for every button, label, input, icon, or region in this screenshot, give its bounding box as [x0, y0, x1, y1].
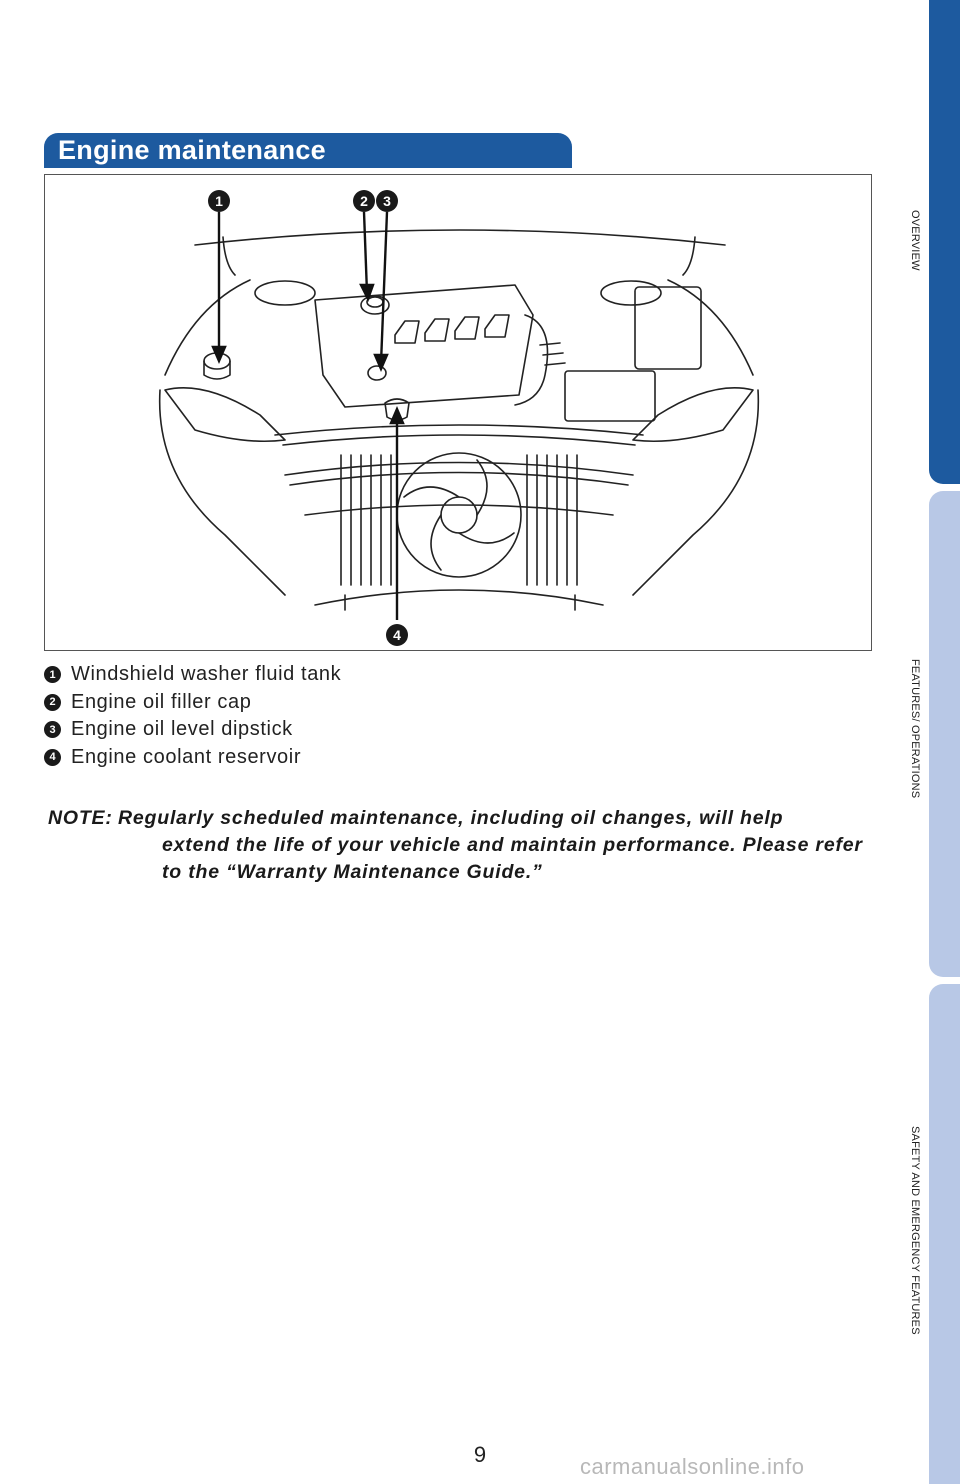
legend-item [44, 716, 341, 744]
watermark-text: carmanualsonline.info [580, 1454, 805, 1479]
callout-1: 1 [208, 190, 230, 212]
legend-number: 3 [44, 721, 61, 738]
section-header-tab [44, 133, 572, 168]
engine-bay-illustration [45, 175, 873, 652]
side-label-features: FEATURES/ OPERATIONS [909, 659, 921, 799]
section-title: Engine maintenance [58, 135, 326, 165]
legend-number: 2 [44, 694, 61, 711]
note-line-2: extend the life of your vehicle and maintain performance. Please refer [162, 834, 863, 856]
side-tab-safety[interactable] [929, 984, 960, 1484]
side-tab-features[interactable] [929, 491, 960, 977]
engine-bay-diagram [44, 174, 872, 651]
legend-number: 4 [44, 749, 61, 766]
legend-text: Windshield washer fluid tank [71, 663, 342, 686]
legend-text: Engine coolant reservoir [71, 745, 302, 768]
maintenance-note [48, 805, 878, 886]
legend-item [44, 689, 341, 717]
side-label-safety: SAFETY AND EMERGENCY FEATURES [909, 1126, 921, 1335]
side-tab-overview[interactable] [929, 0, 960, 484]
note-line-3: to the “Warranty Maintenance Guide.” [162, 861, 543, 883]
callout-legend [44, 661, 341, 771]
legend-text: Engine oil level dipstick [71, 718, 293, 741]
callout-3: 3 [376, 190, 398, 212]
callout-4: 4 [386, 624, 408, 646]
callout-2: 2 [353, 190, 375, 212]
legend-item [44, 744, 341, 772]
legend-text: Engine oil filler cap [71, 690, 252, 713]
note-label: NOTE: [48, 807, 113, 829]
note-line-1: Regularly scheduled maintenance, including oil changes, will help [118, 807, 784, 829]
legend-item [44, 661, 341, 689]
side-label-overview: OVERVIEW [909, 210, 921, 271]
legend-number: 1 [44, 666, 61, 683]
page-number: 9 [473, 1442, 487, 1467]
